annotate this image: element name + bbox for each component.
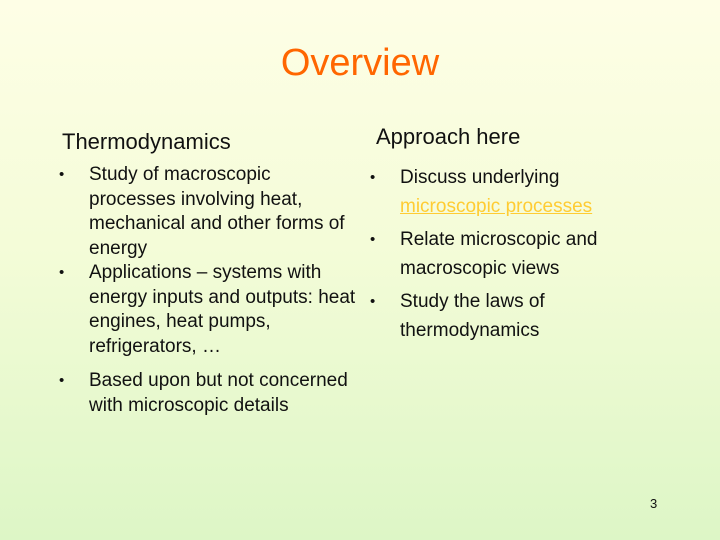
bullet-icon: •: [370, 169, 376, 186]
left-column-heading: Thermodynamics: [62, 129, 231, 154]
bullet-item: [57, 163, 357, 261]
right-bullet-list: [368, 163, 668, 345]
bullet-item: [368, 287, 668, 345]
bullet-item: [57, 261, 357, 359]
bullet-item: [57, 369, 357, 418]
bullet-icon: •: [59, 372, 65, 389]
bullet-text: Study the laws of thermodynamics: [400, 291, 545, 341]
bullet-text: Relate microscopic and macroscopic views: [400, 229, 598, 279]
bullet-text: Based upon but not concerned with microscopic details: [89, 370, 348, 416]
bullet-text: Applications – systems with energy inputs and outputs: heat engines, heat pumps, refrigerators, …: [89, 262, 356, 357]
bullet-text: Discuss underlying: [400, 167, 560, 188]
bullet-icon: •: [370, 231, 376, 248]
slide-title: Overview: [280, 42, 440, 84]
bullet-icon: •: [59, 166, 65, 183]
right-column-heading: Approach here: [376, 124, 521, 149]
slide-number: 3: [650, 496, 658, 511]
microscopic-processes-link[interactable]: microscopic processes: [400, 196, 593, 217]
bullet-item: [368, 163, 668, 221]
bullet-icon: •: [59, 264, 65, 281]
left-bullet-list: [57, 163, 357, 418]
bullet-icon: •: [370, 293, 376, 310]
bullet-item: [368, 225, 668, 283]
bullet-text: Study of macroscopic processes involving heat, mechanical and other forms of energy: [89, 164, 345, 259]
